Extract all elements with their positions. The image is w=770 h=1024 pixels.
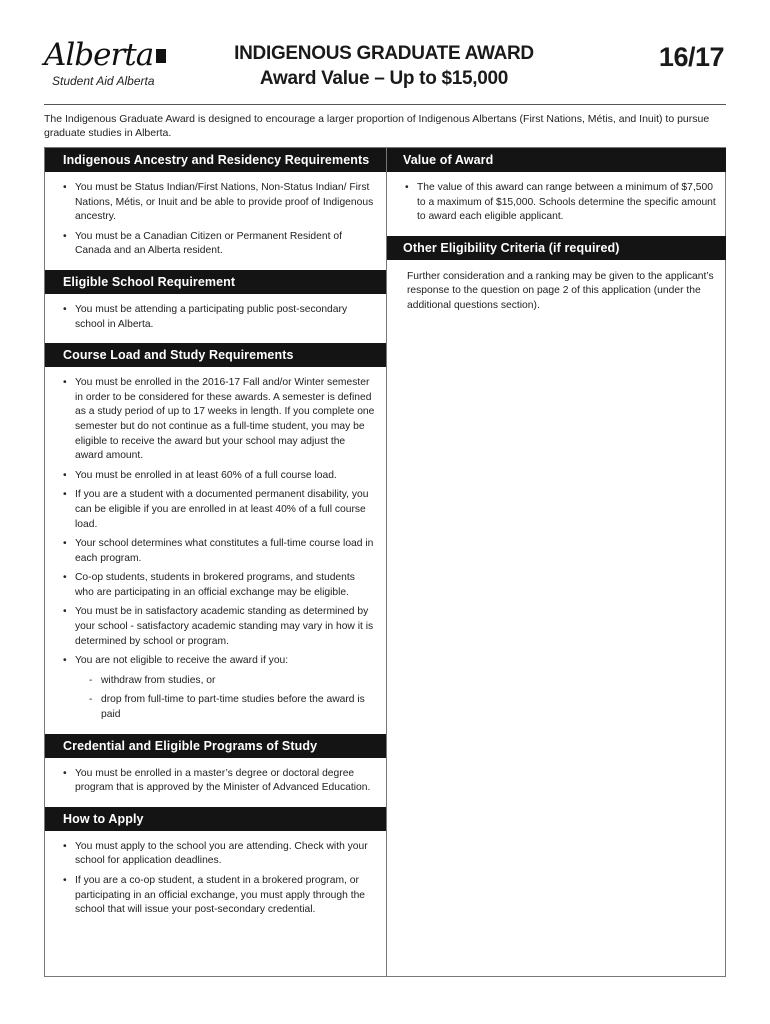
logo-wordmark: Alberta bbox=[44, 38, 174, 72]
section-heading: Indigenous Ancestry and Residency Requirements bbox=[45, 148, 386, 172]
header-divider bbox=[44, 104, 726, 105]
list-item bbox=[63, 654, 376, 722]
bullet-list bbox=[45, 831, 386, 929]
sub-list bbox=[75, 674, 376, 723]
bullet-list bbox=[387, 172, 726, 236]
alberta-logo bbox=[44, 38, 174, 93]
section-paragraph: Further consideration and a ranking may be given to the applicant’s response to the question on page 2 of this application (under the additional questions section). bbox=[407, 270, 714, 311]
title-line-1: INDIGENOUS GRADUATE AWARD bbox=[234, 43, 534, 64]
section-course-load bbox=[45, 343, 386, 733]
section-heading: Other Eligibility Criteria (if required) bbox=[387, 236, 726, 260]
list-item: • You must be Status Indian/First Nations, Non-Status Indian/ First Nations, Métis, or Inuit and be able to provide proof of Indigenous ancestry. bbox=[63, 181, 376, 225]
list-item-text: You are not eligible to receive the award if you: bbox=[75, 655, 289, 667]
section-credential-programs bbox=[45, 734, 386, 807]
sub-list-item: - withdraw from studies, or bbox=[89, 674, 376, 689]
section-value-of-award bbox=[387, 148, 726, 236]
list-item: • The value of this award can range between a minimum of $7,500 to a maximum of $15,000. Schools determine the specific amount to award each eligible applicant. bbox=[405, 181, 716, 225]
list-item: • If you are a co-op student, a student in a brokered program, or participating in an official exchange, you must apply through the school that will issue your post-secondary credential. bbox=[63, 874, 376, 918]
section-heading: Course Load and Study Requirements bbox=[45, 343, 386, 367]
list-item: • You must be attending a participating public post-secondary school in Alberta. bbox=[63, 303, 376, 332]
logo-subtitle: Student Aid Alberta bbox=[52, 74, 155, 88]
list-item: • You must apply to the school you are attending. Check with your school for application deadlines. bbox=[63, 840, 376, 869]
list-item: • You must be a Canadian Citizen or Permanent Resident of Canada and an Alberta resident. bbox=[63, 230, 376, 259]
right-column bbox=[386, 148, 726, 976]
bullet-list bbox=[45, 172, 386, 270]
page-title bbox=[194, 42, 574, 92]
list-item: • You must be enrolled in at least 60% of a full course load. bbox=[63, 469, 376, 484]
page-header bbox=[44, 38, 728, 98]
logo-mark-icon bbox=[156, 49, 166, 63]
section-heading: Value of Award bbox=[387, 148, 726, 172]
section-heading: How to Apply bbox=[45, 807, 386, 831]
section-ancestry-residency bbox=[45, 148, 386, 270]
section-eligible-school bbox=[45, 270, 386, 343]
list-item: • If you are a student with a documented permanent disability, you can be eligible if you are enrolled in at least 40% of a full course load. bbox=[63, 488, 376, 532]
title-line-2: Award Value – Up to $15,000 bbox=[259, 68, 509, 89]
list-item: • You must be enrolled in a master’s degree or doctoral degree program that is approved by the Minister of Advanced Education. bbox=[63, 767, 376, 796]
bullet-list bbox=[45, 294, 386, 343]
section-heading: Credential and Eligible Programs of Study bbox=[45, 734, 386, 758]
bullet-list bbox=[45, 758, 386, 807]
requirements-frame bbox=[44, 147, 726, 977]
sub-list-item: - drop from full-time to part-time studies before the award is paid bbox=[89, 693, 376, 722]
list-item: • Your school determines what constitutes a full-time course load in each program. bbox=[63, 537, 376, 566]
bullet-list bbox=[45, 367, 386, 733]
list-item: • Co-op students, students in brokered programs, and students who are participating in an official exchange may be eligible. bbox=[63, 571, 376, 600]
intro-paragraph: The Indigenous Graduate Award is designed to encourage a larger proportion of Indigenous Albertans (First Nations, Métis, and Inuit) to pursue graduate studies in Alberta. bbox=[44, 113, 710, 139]
section-heading: Eligible School Requirement bbox=[45, 270, 386, 294]
list-item: • You must be enrolled in the 2016-17 Fall and/or Winter semester in order to be considered for these awards. A semester is defined as a study period of up to 17 weeks in length. If you complete one semester but do not continue as a full-time student, you may be eligible to receive the award but your school may adjust the award amount. bbox=[63, 376, 376, 464]
program-year: 16/17 bbox=[658, 42, 724, 72]
list-item: • You must be in satisfactory academic standing as determined by your school - satisfactory academic standing may vary in how it is determined by school or program. bbox=[63, 605, 376, 649]
section-how-to-apply bbox=[45, 807, 386, 929]
section-other-eligibility bbox=[387, 236, 726, 320]
left-column bbox=[45, 148, 386, 976]
